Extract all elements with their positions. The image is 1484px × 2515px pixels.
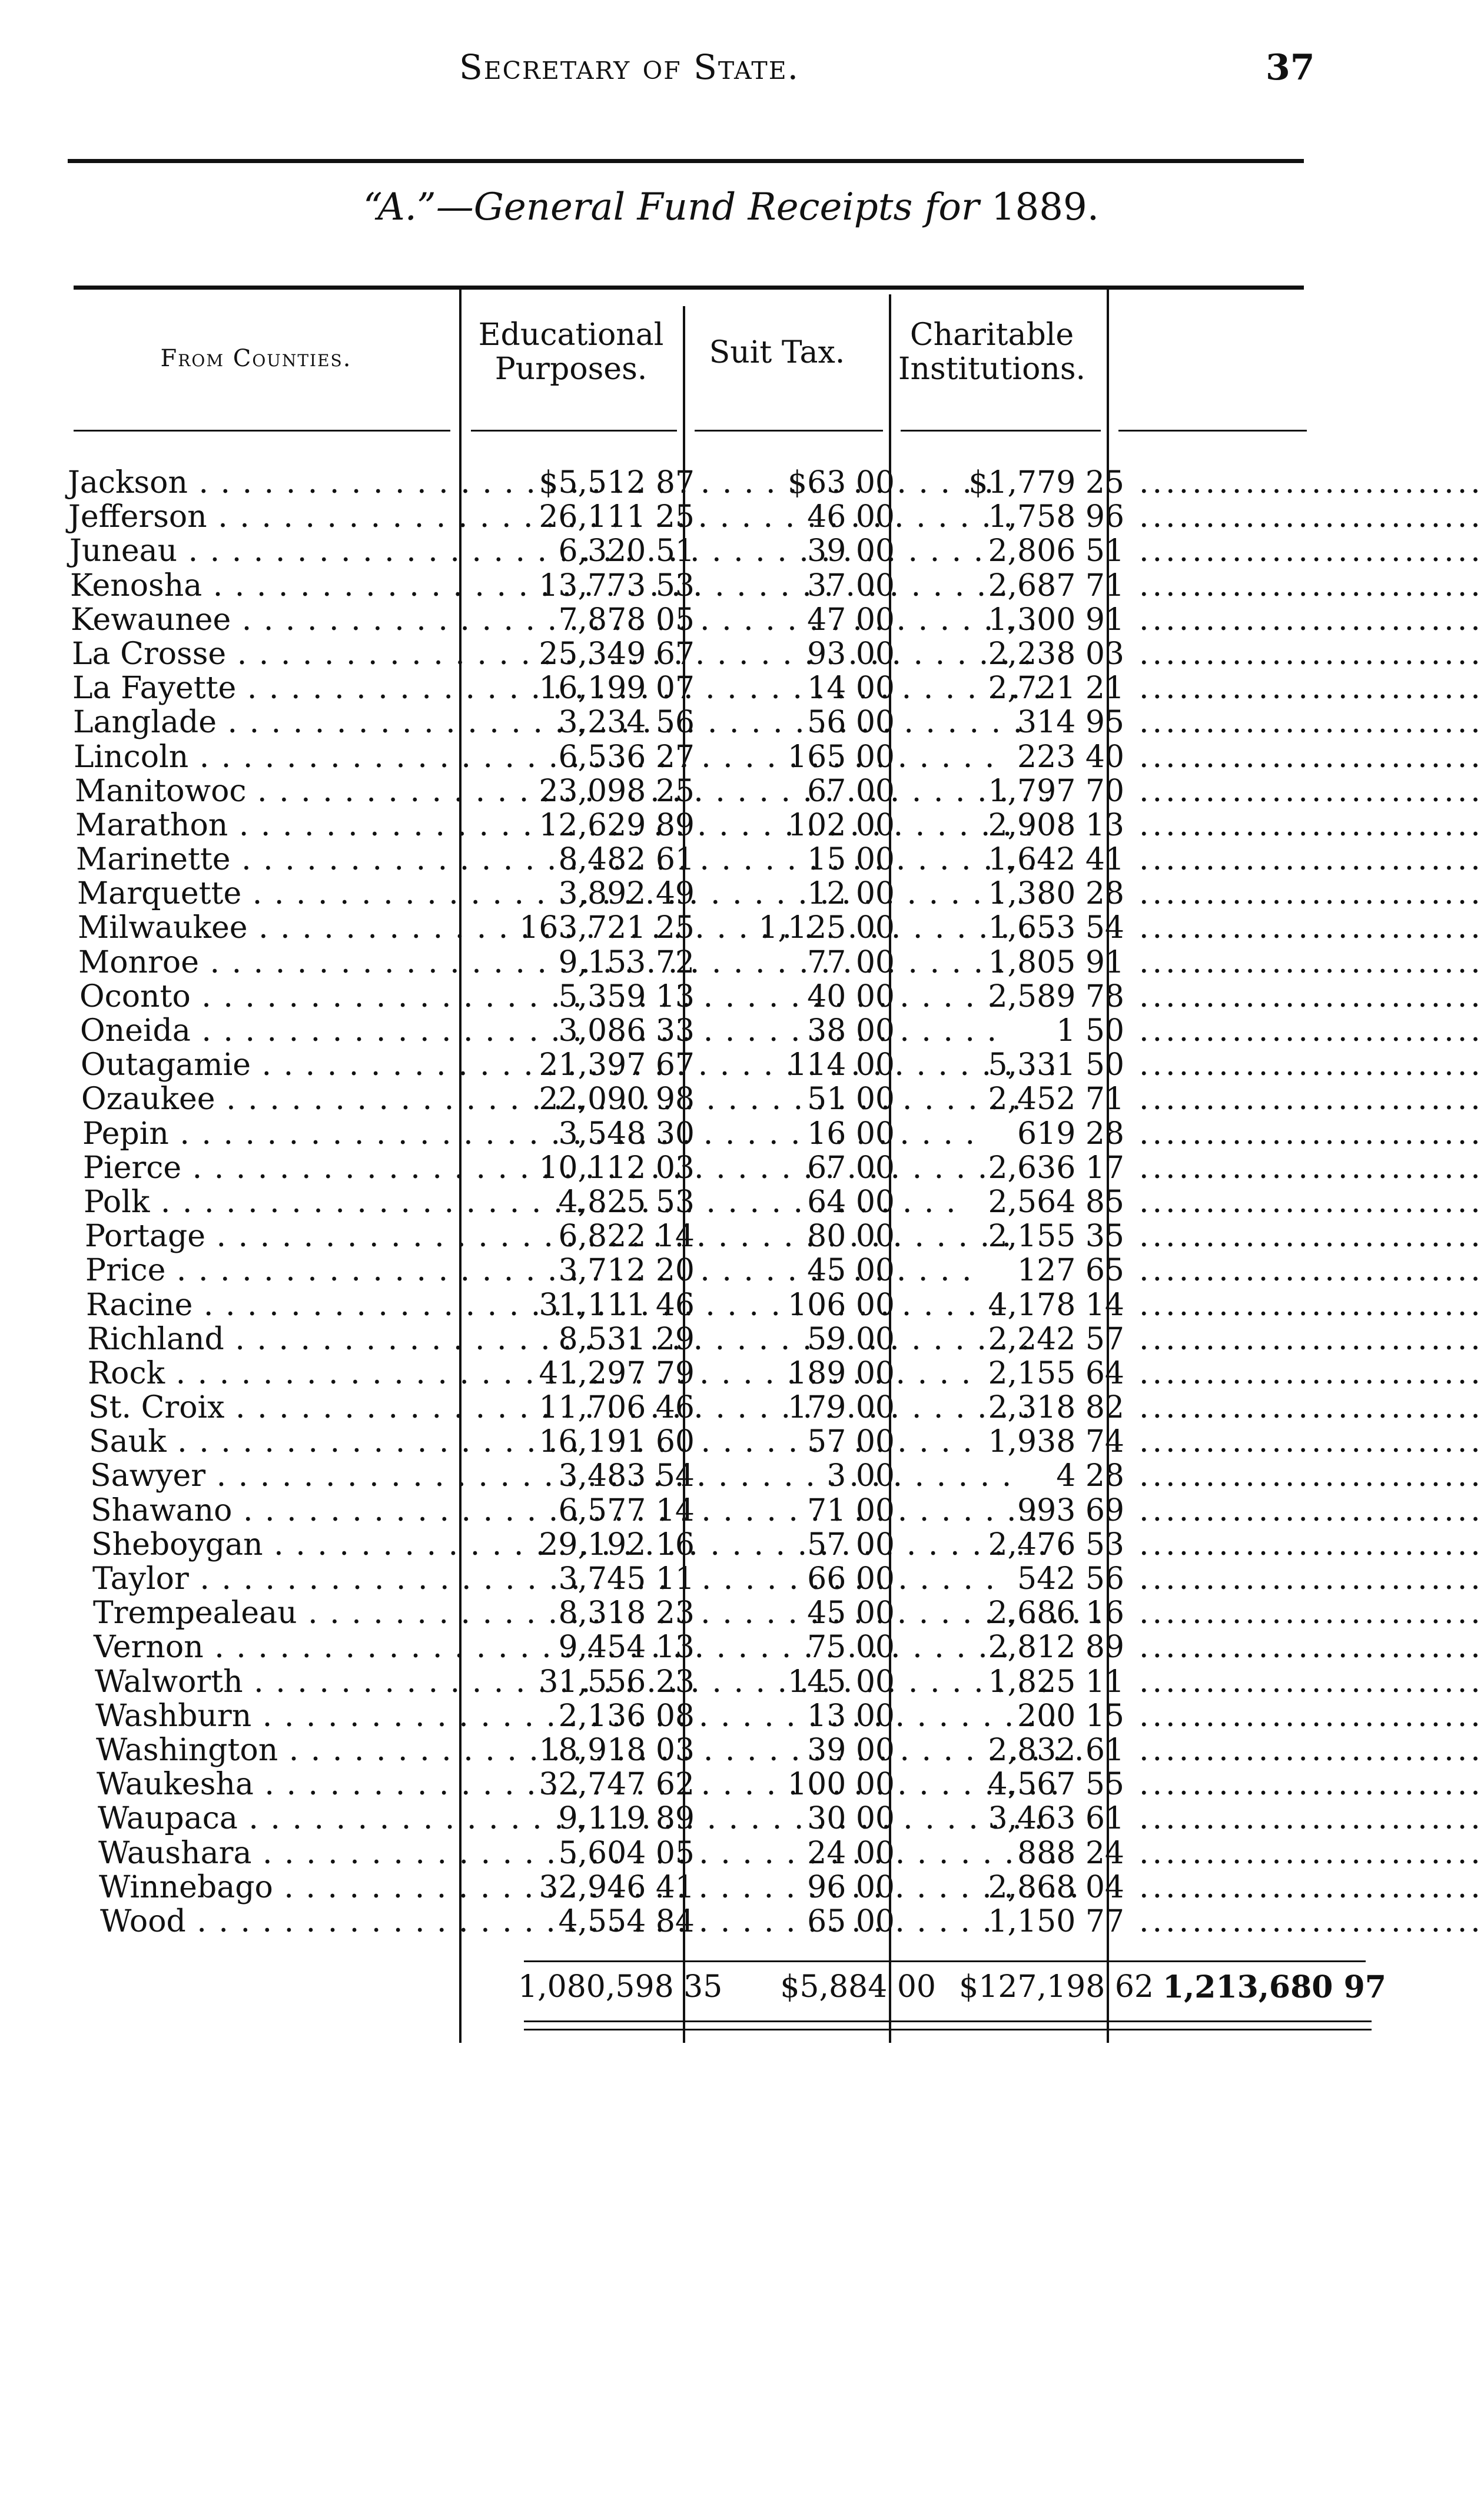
table-row — [0, 671, 1484, 706]
county-name: La Fayette . . . — [72, 671, 473, 706]
totals-double-rule-1 — [524, 2020, 1372, 2022]
running-head — [0, 47, 1462, 88]
suit-tax-value: 12 00 — [807, 876, 895, 912]
county-name: Jackson . . . — [68, 465, 468, 500]
suit-tax-value: 80 00 — [807, 1219, 895, 1255]
table-row — [0, 1321, 1484, 1357]
column-header-charitable-line2: Institutions. — [898, 351, 1086, 387]
educational-value: 6,577 14 — [558, 1492, 695, 1528]
suit-tax-value: 189 00 — [788, 1355, 895, 1391]
county-name: Sauk . . . — [89, 1424, 489, 1459]
leader-dots: .......................... — [1139, 1390, 1484, 1426]
leader-dots: .......................... — [1139, 807, 1484, 843]
county-rows — [0, 465, 1484, 1939]
suit-tax-value: 38 00 — [807, 1013, 895, 1049]
table-top-rule — [74, 286, 1304, 290]
table-row — [0, 1630, 1484, 1665]
leader-dots: .......................... — [1139, 773, 1484, 809]
leader-dots: .......................... — [1139, 1253, 1484, 1289]
leader-dots: .......................... — [1139, 1698, 1484, 1734]
suit-tax-value: 145 00 — [788, 1664, 895, 1700]
educational-value: 18,918 03 — [539, 1732, 695, 1768]
header-rule — [68, 159, 1304, 163]
suit-tax-value: 66 00 — [807, 1561, 895, 1597]
table-row — [0, 1767, 1484, 1803]
table-row — [0, 739, 1484, 775]
leader-dots: .......................... — [1139, 1767, 1484, 1803]
county-name: Pepin . . . — [82, 1116, 483, 1152]
suit-tax-value: 57 00 — [807, 1527, 895, 1562]
header-underline-suit — [695, 430, 883, 432]
educational-value: 3,548 30 — [558, 1116, 695, 1152]
column-header-educational — [465, 318, 677, 386]
educational-value: 31,556 23 — [539, 1664, 695, 1700]
educational-value: 3,483 54 — [558, 1458, 695, 1494]
charitable-value: 542 56 — [1017, 1561, 1124, 1597]
suit-tax-value: 93 00 — [807, 636, 895, 672]
suit-tax-value: 65 00 — [807, 1903, 895, 1939]
educational-value: 8,318 23 — [558, 1595, 695, 1631]
suit-tax-value: 59 00 — [807, 1321, 895, 1357]
charitable-value: 2,868 04 — [988, 1869, 1124, 1905]
charitable-value: 2,318 82 — [988, 1390, 1124, 1426]
educational-value: 163,721 25 — [519, 910, 695, 946]
suit-tax-value: 46 00 — [807, 499, 895, 535]
leader-dots: .......................... — [1139, 1732, 1484, 1768]
table-row — [0, 1801, 1484, 1837]
leader-dots: .......................... — [1139, 1630, 1484, 1665]
county-name: Rock . . . — [88, 1356, 488, 1391]
county-name: Walworth . . . — [95, 1664, 495, 1700]
leader-dots: .......................... — [1139, 671, 1484, 706]
totals-double-rule-2 — [524, 2029, 1372, 2030]
charitable-value: 2,721 21 — [988, 671, 1124, 706]
county-name: Trempealeau . . . — [93, 1595, 493, 1631]
charitable-value: 1,380 28 — [988, 876, 1124, 912]
suit-tax-value: $63 00 — [788, 465, 895, 500]
leader-dots: .......................... — [1139, 1424, 1484, 1460]
charitable-value: 1,825 11 — [988, 1664, 1124, 1700]
charitable-value: 1,653 54 — [988, 910, 1124, 946]
county-name: Manitowoc . . . — [75, 774, 475, 809]
suit-tax-value: 39 00 — [807, 1732, 895, 1768]
suit-tax-value: 45 00 — [807, 1595, 895, 1631]
county-name: Ozaukee . . . — [81, 1081, 482, 1117]
charitable-value: 2,242 57 — [988, 1321, 1124, 1357]
table-row — [0, 1458, 1484, 1494]
leader-dots: .......................... — [1139, 1664, 1484, 1700]
county-name: Jefferson . . . — [68, 499, 469, 535]
charitable-value: 5,331 50 — [988, 1047, 1124, 1083]
county-name: Marinette . . . — [76, 842, 476, 877]
educational-value: 41,297 79 — [539, 1355, 695, 1391]
charitable-value: 1,642 41 — [988, 842, 1124, 878]
educational-value: 2,136 08 — [558, 1698, 695, 1734]
suit-tax-value: 13 00 — [807, 1698, 895, 1734]
leader-dots: .......................... — [1139, 1903, 1484, 1939]
educational-value: 10,112 03 — [539, 1150, 695, 1186]
charitable-value: 2,832 61 — [988, 1732, 1124, 1768]
suit-tax-value: 14 00 — [807, 671, 895, 706]
leader-dots: .......................... — [1139, 465, 1484, 500]
county-name: Polk . . . — [84, 1184, 484, 1220]
county-name: Racine . . . — [86, 1288, 486, 1323]
leader-dots: .......................... — [1139, 944, 1484, 980]
educational-value: 7,878 05 — [558, 602, 695, 638]
table-row — [0, 1116, 1484, 1152]
charitable-value: 223 40 — [1017, 739, 1124, 775]
column-header-charitable-line1: Charitable — [909, 317, 1074, 353]
educational-value: 3,712 20 — [558, 1253, 695, 1289]
educational-value: 3,745 11 — [558, 1561, 695, 1597]
suit-tax-value: 24 00 — [807, 1835, 895, 1871]
charitable-value: 2,452 71 — [988, 1081, 1124, 1117]
charitable-value: 2,636 17 — [988, 1150, 1124, 1186]
leader-dots: .......................... — [1139, 1869, 1484, 1905]
suit-tax-value: 37 00 — [807, 568, 895, 603]
table-row — [0, 1150, 1484, 1186]
county-name: Richland . . . — [87, 1322, 487, 1357]
charitable-value: 1 50 — [1056, 1013, 1124, 1049]
county-name: Marquette . . . — [77, 876, 477, 911]
leader-dots: .......................... — [1139, 568, 1484, 603]
educational-value: 6,822 14 — [558, 1219, 695, 1255]
table-row — [0, 1903, 1484, 1939]
charitable-value: 1,150 77 — [988, 1903, 1124, 1939]
suit-tax-value: 16 00 — [807, 1116, 895, 1152]
county-name: St. Croix . . . — [88, 1390, 489, 1425]
charitable-value: 1,758 96 — [988, 499, 1124, 535]
suit-tax-value: 1,125 00 — [758, 910, 895, 946]
charitable-value: 4 28 — [1056, 1458, 1124, 1494]
educational-value: 5,604 05 — [558, 1835, 695, 1871]
table-row — [0, 1047, 1484, 1083]
leader-dots: .......................... — [1139, 1184, 1484, 1220]
table-row — [0, 1253, 1484, 1289]
county-name: Washington . . . — [96, 1733, 496, 1768]
county-name: Sawyer . . . — [90, 1458, 490, 1494]
leader-dots: .......................... — [1139, 876, 1484, 912]
table-row — [0, 807, 1484, 843]
leader-dots: .......................... — [1139, 1047, 1484, 1083]
table-row — [0, 1698, 1484, 1734]
totals-top-rule — [524, 1960, 1366, 1962]
charitable-value: 1,805 91 — [988, 944, 1124, 980]
leader-dots: .......................... — [1139, 1081, 1484, 1117]
leader-dots: .......................... — [1139, 1835, 1484, 1871]
suit-tax-value: 106 00 — [788, 1287, 895, 1323]
educational-value: 25,349 67 — [539, 636, 695, 672]
county-name: Monroe . . . — [78, 945, 479, 980]
table-row — [0, 1664, 1484, 1700]
leader-dots: .......................... — [1139, 1561, 1484, 1597]
county-name: Juneau . . . — [69, 533, 470, 569]
county-name: Marathon . . . — [75, 808, 476, 843]
leader-dots: .......................... — [1139, 602, 1484, 638]
educational-value: 26,111 25 — [539, 499, 695, 535]
column-header-educational-line2: Purposes. — [494, 351, 648, 387]
charitable-value: 2,812 89 — [988, 1630, 1124, 1665]
totals-row — [0, 1969, 1462, 2010]
total-charitable: $127,198 62 — [959, 1969, 1154, 2005]
leader-dots: .......................... — [1139, 1287, 1484, 1323]
table-title-year: 1889. — [979, 185, 1100, 229]
suit-tax-value: 67 00 — [807, 1150, 895, 1186]
charitable-value: 2,687 71 — [988, 568, 1124, 603]
county-name: Waukesha . . . — [97, 1767, 497, 1802]
leader-dots: .......................... — [1139, 1013, 1484, 1049]
county-name: Waupaca . . . — [98, 1801, 498, 1836]
educational-value: $5,512 87 — [539, 465, 695, 500]
charitable-value: 619 28 — [1017, 1116, 1124, 1152]
charitable-value: 200 15 — [1017, 1698, 1124, 1734]
leader-dots: .......................... — [1139, 1321, 1484, 1357]
charitable-value: 127 65 — [1017, 1253, 1124, 1289]
header-underline-total — [1118, 430, 1307, 432]
county-name: Vernon . . . — [94, 1630, 494, 1665]
county-name: Outagamie . . . — [81, 1047, 481, 1083]
column-header-charitable — [883, 318, 1101, 386]
table-row — [0, 705, 1484, 741]
charitable-value: 2,476 53 — [988, 1527, 1124, 1562]
educational-value: 11,706 46 — [539, 1390, 695, 1426]
charitable-value: 314 95 — [1017, 705, 1124, 741]
table-title-quote: “A.”— — [363, 185, 474, 229]
suit-tax-value: 102 00 — [788, 807, 895, 843]
table-row — [0, 1527, 1484, 1562]
table-row — [0, 499, 1484, 535]
educational-value: 9,153 72 — [558, 944, 695, 980]
leader-dots: .......................... — [1139, 1355, 1484, 1391]
county-name: Kenosha . . . — [70, 568, 470, 603]
county-name: Oneida . . . — [80, 1013, 480, 1049]
table-row — [0, 465, 1484, 500]
header-underline-counties — [74, 430, 450, 432]
charitable-value: 1,938 74 — [988, 1424, 1124, 1460]
charitable-value: 993 69 — [1017, 1492, 1124, 1528]
charitable-value: 2,589 78 — [988, 978, 1124, 1014]
educational-value: 13,773 53 — [539, 568, 695, 603]
table-row — [0, 1013, 1484, 1049]
county-name: Pierce . . . — [83, 1150, 483, 1186]
table-row — [0, 568, 1484, 603]
leader-dots: .......................... — [1139, 739, 1484, 775]
charitable-value: 888 24 — [1017, 1835, 1124, 1871]
county-name: Waushara . . . — [98, 1836, 499, 1871]
suit-tax-value: 15 00 — [807, 842, 895, 878]
table-row — [0, 1869, 1484, 1905]
educational-value: 16,191 60 — [539, 1424, 695, 1460]
educational-value: 9,454 13 — [558, 1630, 695, 1665]
charitable-value: 2,155 35 — [988, 1219, 1124, 1255]
leader-dots: .......................... — [1139, 1116, 1484, 1152]
table-row — [0, 978, 1484, 1014]
educational-value: 3,892 49 — [558, 876, 695, 912]
suit-tax-value: 71 00 — [807, 1492, 895, 1528]
column-header-counties: From Counties. — [160, 345, 352, 372]
suit-tax-value: 30 00 — [807, 1801, 895, 1837]
charitable-value: 4,178 14 — [988, 1287, 1124, 1323]
suit-tax-value: 3 00 — [826, 1458, 895, 1494]
table-row — [0, 842, 1484, 878]
column-header-suit-tax: Suit Tax. — [709, 335, 845, 370]
educational-value: 12,629 89 — [539, 807, 695, 843]
educational-value: 21,397 67 — [539, 1047, 695, 1083]
charitable-value: $1,779 25 — [968, 465, 1124, 500]
leader-dots: .......................... — [1139, 1219, 1484, 1255]
table-row — [0, 602, 1484, 638]
suit-tax-value: 40 00 — [807, 978, 895, 1014]
suit-tax-value: 51 00 — [807, 1081, 895, 1117]
charitable-value: 2,908 13 — [988, 807, 1124, 843]
column-header-educational-line1: Educational — [478, 317, 664, 353]
leader-dots: .......................... — [1139, 636, 1484, 672]
table-row — [0, 1492, 1484, 1528]
county-name: Portage . . . — [85, 1219, 485, 1254]
leader-dots: .......................... — [1139, 1527, 1484, 1562]
leader-dots: .......................... — [1139, 1595, 1484, 1631]
total-educational: 1,080,598 35 — [518, 1969, 723, 2005]
leader-dots: .......................... — [1139, 1150, 1484, 1186]
charitable-value: 2,564 85 — [988, 1184, 1124, 1220]
suit-tax-value: 39 00 — [807, 533, 895, 569]
leader-dots: .......................... — [1139, 1458, 1484, 1494]
header-underline-educational — [471, 430, 677, 432]
educational-value: 32,747 62 — [539, 1767, 695, 1803]
table-row — [0, 1595, 1484, 1631]
table-row — [0, 1835, 1484, 1871]
total-suit-tax: $5,884 00 — [780, 1969, 936, 2005]
charitable-value: 4,567 55 — [988, 1767, 1124, 1803]
suit-tax-value: 75 00 — [807, 1630, 895, 1665]
charitable-value: 3,463 61 — [988, 1801, 1124, 1837]
leader-dots: .......................... — [1139, 1801, 1484, 1837]
suit-tax-value: 67 00 — [807, 773, 895, 809]
table-row — [0, 773, 1484, 809]
leader-dots: .......................... — [1139, 1492, 1484, 1528]
grand-total: 1,213,680 97 — [1163, 1969, 1386, 2005]
table-row — [0, 1561, 1484, 1597]
charitable-value: 2,155 64 — [988, 1355, 1124, 1391]
table-row — [0, 1184, 1484, 1220]
charitable-value: 2,238 03 — [988, 636, 1124, 672]
running-title: Secretary of State. — [459, 47, 800, 87]
suit-tax-value: 45 00 — [807, 1253, 895, 1289]
educational-value: 6,536 27 — [558, 739, 695, 775]
educational-value: 6,320 51 — [558, 533, 695, 569]
table-row — [0, 636, 1484, 672]
table-row — [0, 1732, 1484, 1768]
county-name: Milwaukee . . . — [78, 910, 478, 945]
suit-tax-value: 100 00 — [788, 1767, 895, 1803]
charitable-value: 1,300 91 — [988, 602, 1124, 638]
county-name: Shawano . . . — [91, 1493, 491, 1528]
table-row — [0, 1390, 1484, 1426]
county-name: Washburn . . . — [95, 1698, 496, 1734]
table-row — [0, 1081, 1484, 1117]
suit-tax-value: 96 00 — [807, 1869, 895, 1905]
county-name: Price . . . — [85, 1253, 486, 1288]
educational-value: 31,111 46 — [539, 1287, 695, 1323]
educational-value: 9,119 89 — [558, 1801, 695, 1837]
table-row — [0, 1355, 1484, 1391]
charitable-value: 1,797 70 — [988, 773, 1124, 809]
suit-tax-value: 64 00 — [807, 1184, 895, 1220]
table-row — [0, 533, 1484, 569]
county-name: La Crosse . . . — [72, 636, 472, 672]
educational-value: 3,234 56 — [558, 705, 695, 741]
table-title — [0, 185, 1462, 229]
leader-dots: .......................... — [1139, 705, 1484, 741]
suit-tax-value: 179 00 — [788, 1390, 895, 1426]
educational-value: 22,090 98 — [539, 1081, 695, 1117]
educational-value: 32,946 41 — [539, 1869, 695, 1905]
educational-value: 5,359 13 — [558, 978, 695, 1014]
county-name: Kewaunee . . . — [71, 602, 471, 638]
table-row — [0, 1287, 1484, 1323]
educational-value: 29,192 16 — [539, 1527, 695, 1562]
educational-value: 3,086 33 — [558, 1013, 695, 1049]
educational-value: 23,098 25 — [539, 773, 695, 809]
table-row — [0, 910, 1484, 946]
leader-dots: .......................... — [1139, 842, 1484, 878]
educational-value: 4,825 53 — [558, 1184, 695, 1220]
table-row — [0, 1424, 1484, 1460]
county-name: Oconto . . . — [79, 979, 480, 1014]
suit-tax-value: 114 00 — [788, 1047, 895, 1083]
header-underline-charitable — [901, 430, 1101, 432]
county-name: Sheboygan . . . — [91, 1527, 492, 1562]
educational-value: 4,554 84 — [558, 1903, 695, 1939]
county-name: Taylor . . . — [92, 1561, 493, 1597]
table-row — [0, 876, 1484, 912]
suit-tax-value: 57 00 — [807, 1424, 895, 1460]
table-row — [0, 944, 1484, 980]
county-name: Wood . . . — [100, 1904, 500, 1939]
table-row — [0, 1219, 1484, 1255]
table-title-text: General Fund Receipts for — [473, 185, 980, 229]
suit-tax-value: 56 00 — [807, 705, 895, 741]
leader-dots: .......................... — [1139, 910, 1484, 946]
educational-value: 8,531 29 — [558, 1321, 695, 1357]
page-number: 37 — [1266, 47, 1315, 88]
charitable-value: 2,806 51 — [988, 533, 1124, 569]
leader-dots: .......................... — [1139, 978, 1484, 1014]
suit-tax-value: 165 00 — [788, 739, 895, 775]
county-name: Lincoln . . . — [74, 739, 474, 775]
educational-value: 16,199 07 — [539, 671, 695, 706]
educational-value: 8,482 61 — [558, 842, 695, 878]
suit-tax-value: 47 00 — [807, 602, 895, 638]
suit-tax-value: 77 00 — [807, 944, 895, 980]
charitable-value: 2,686 16 — [988, 1595, 1124, 1631]
county-name: Langlade . . . — [73, 705, 473, 740]
leader-dots: .......................... — [1139, 533, 1484, 569]
county-name: Winnebago . . . — [99, 1870, 499, 1905]
leader-dots: .......................... — [1139, 499, 1484, 535]
